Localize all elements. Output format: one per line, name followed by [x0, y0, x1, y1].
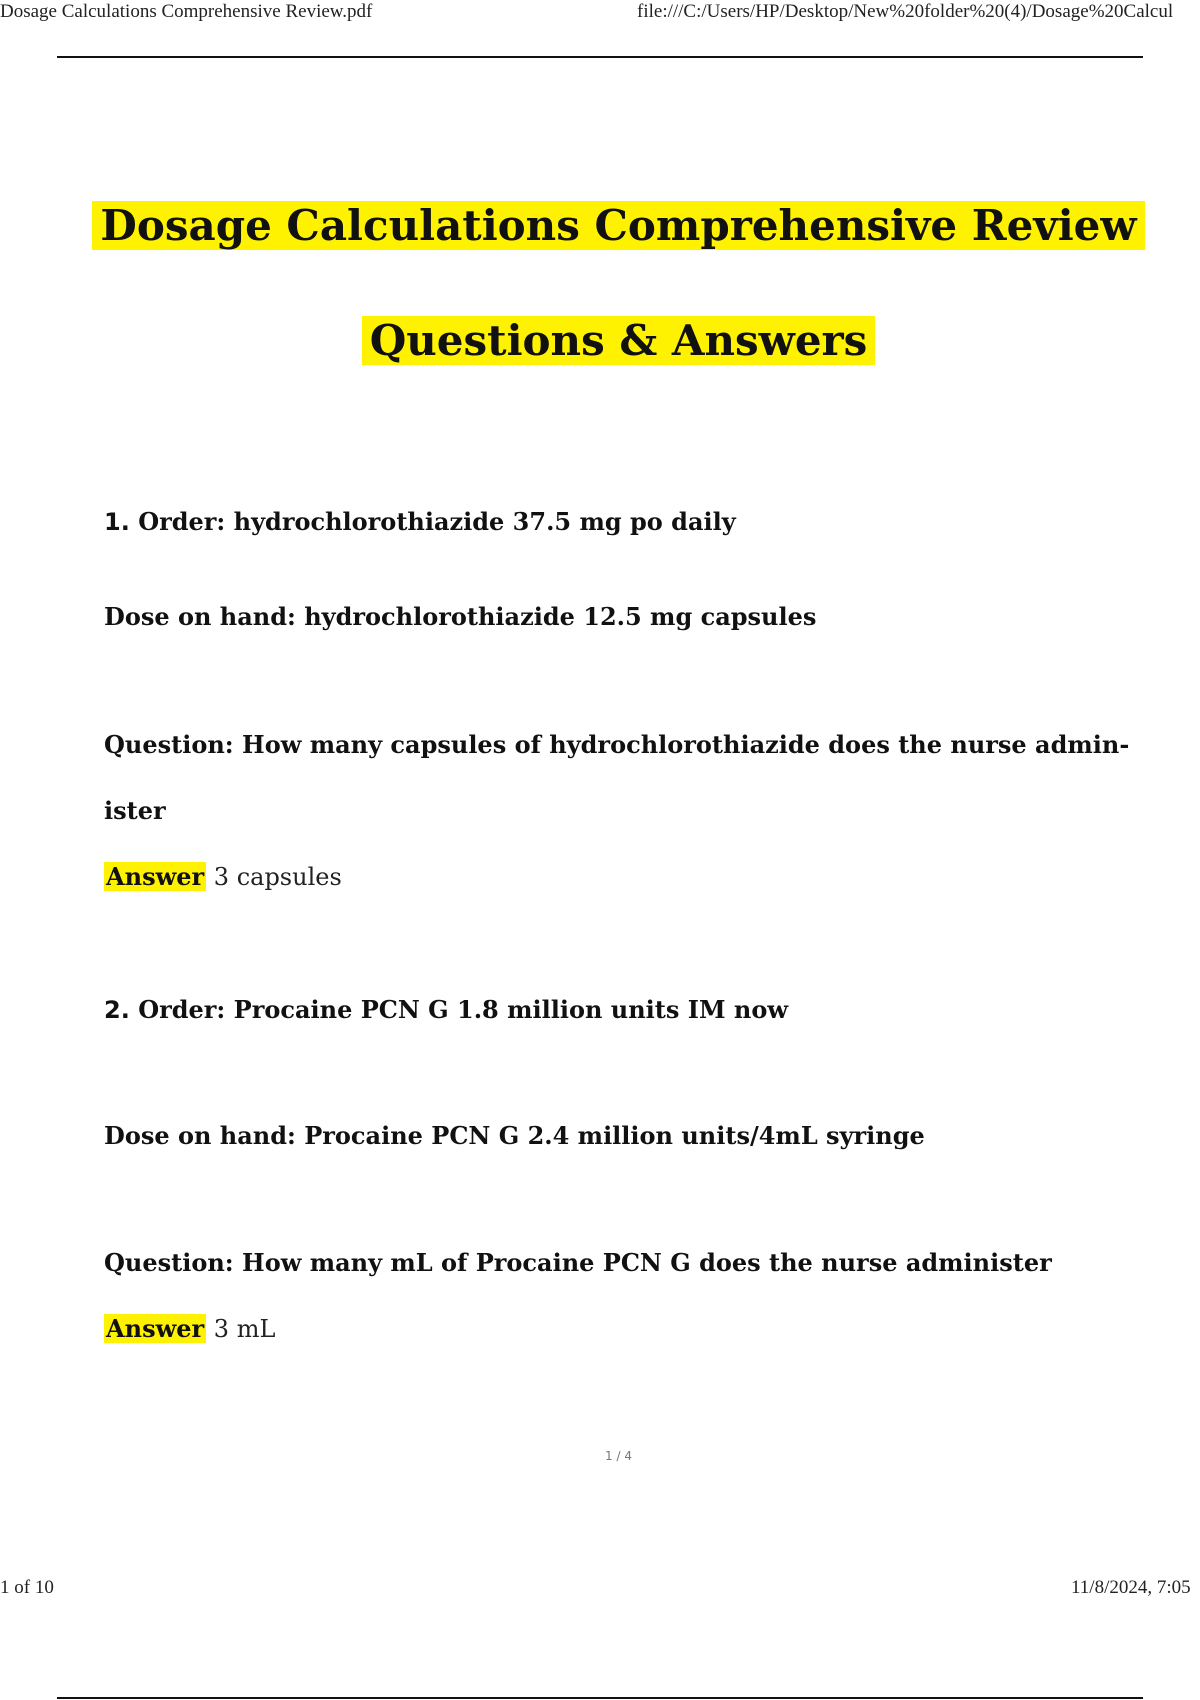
print-footer-page-count: 1 of 10 — [0, 1577, 54, 1598]
question-2-order-text: Order: Procaine PCN G 1.8 million units IM now — [138, 995, 789, 1024]
print-footer-timestamp: 11/8/2024, 7:05 — [1071, 1577, 1191, 1598]
question-1-dose-on-hand: Dose on hand: hydrochlorothiazide 12.5 mg capsules — [104, 602, 817, 631]
page-indicator: 1 / 4 — [605, 1449, 632, 1463]
question-2-answer — [104, 1311, 275, 1347]
footer-divider — [57, 1697, 1143, 1699]
print-header — [0, 0, 1200, 28]
question-2-answer-label: Answer — [106, 1314, 205, 1343]
question-1-order — [104, 506, 736, 538]
document-title-line2: Questions & Answers — [362, 316, 876, 365]
print-header-file-path: file:///C:/Users/HP/Desktop/New%20folder%20(4)/Dosage%20Calcul — [637, 1, 1174, 22]
question-1-answer-label: Answer — [106, 862, 205, 891]
question-2-dose-on-hand: Dose on hand: Procaine PCN G 2.4 million units/4mL syringe — [104, 1121, 925, 1150]
header-divider — [57, 56, 1143, 58]
question-1-question-line1: Question: How many capsules of hydrochlorothiazide does the nurse admin- — [104, 730, 1130, 759]
document-title — [0, 196, 1200, 256]
question-1-question-line2: ister — [104, 796, 166, 825]
question-1-answer — [104, 859, 342, 895]
print-header-document-name: Dosage Calculations Comprehensive Review.pdf — [0, 1, 373, 22]
question-2-answer-value: 3 mL — [213, 1315, 276, 1343]
question-2-number: 2. — [104, 996, 130, 1024]
question-2-question-line1: Question: How many mL of Procaine PCN G does the nurse administer — [104, 1248, 1052, 1277]
question-1-order-text: Order: hydrochlorothiazide 37.5 mg po daily — [138, 507, 736, 536]
question-1-answer-value: 3 capsules — [213, 863, 342, 891]
question-1-number: 1. — [104, 508, 130, 536]
question-2-order — [104, 994, 788, 1026]
document-title-line1: Dosage Calculations Comprehensive Review — [92, 201, 1144, 250]
document-subtitle — [0, 311, 1200, 371]
